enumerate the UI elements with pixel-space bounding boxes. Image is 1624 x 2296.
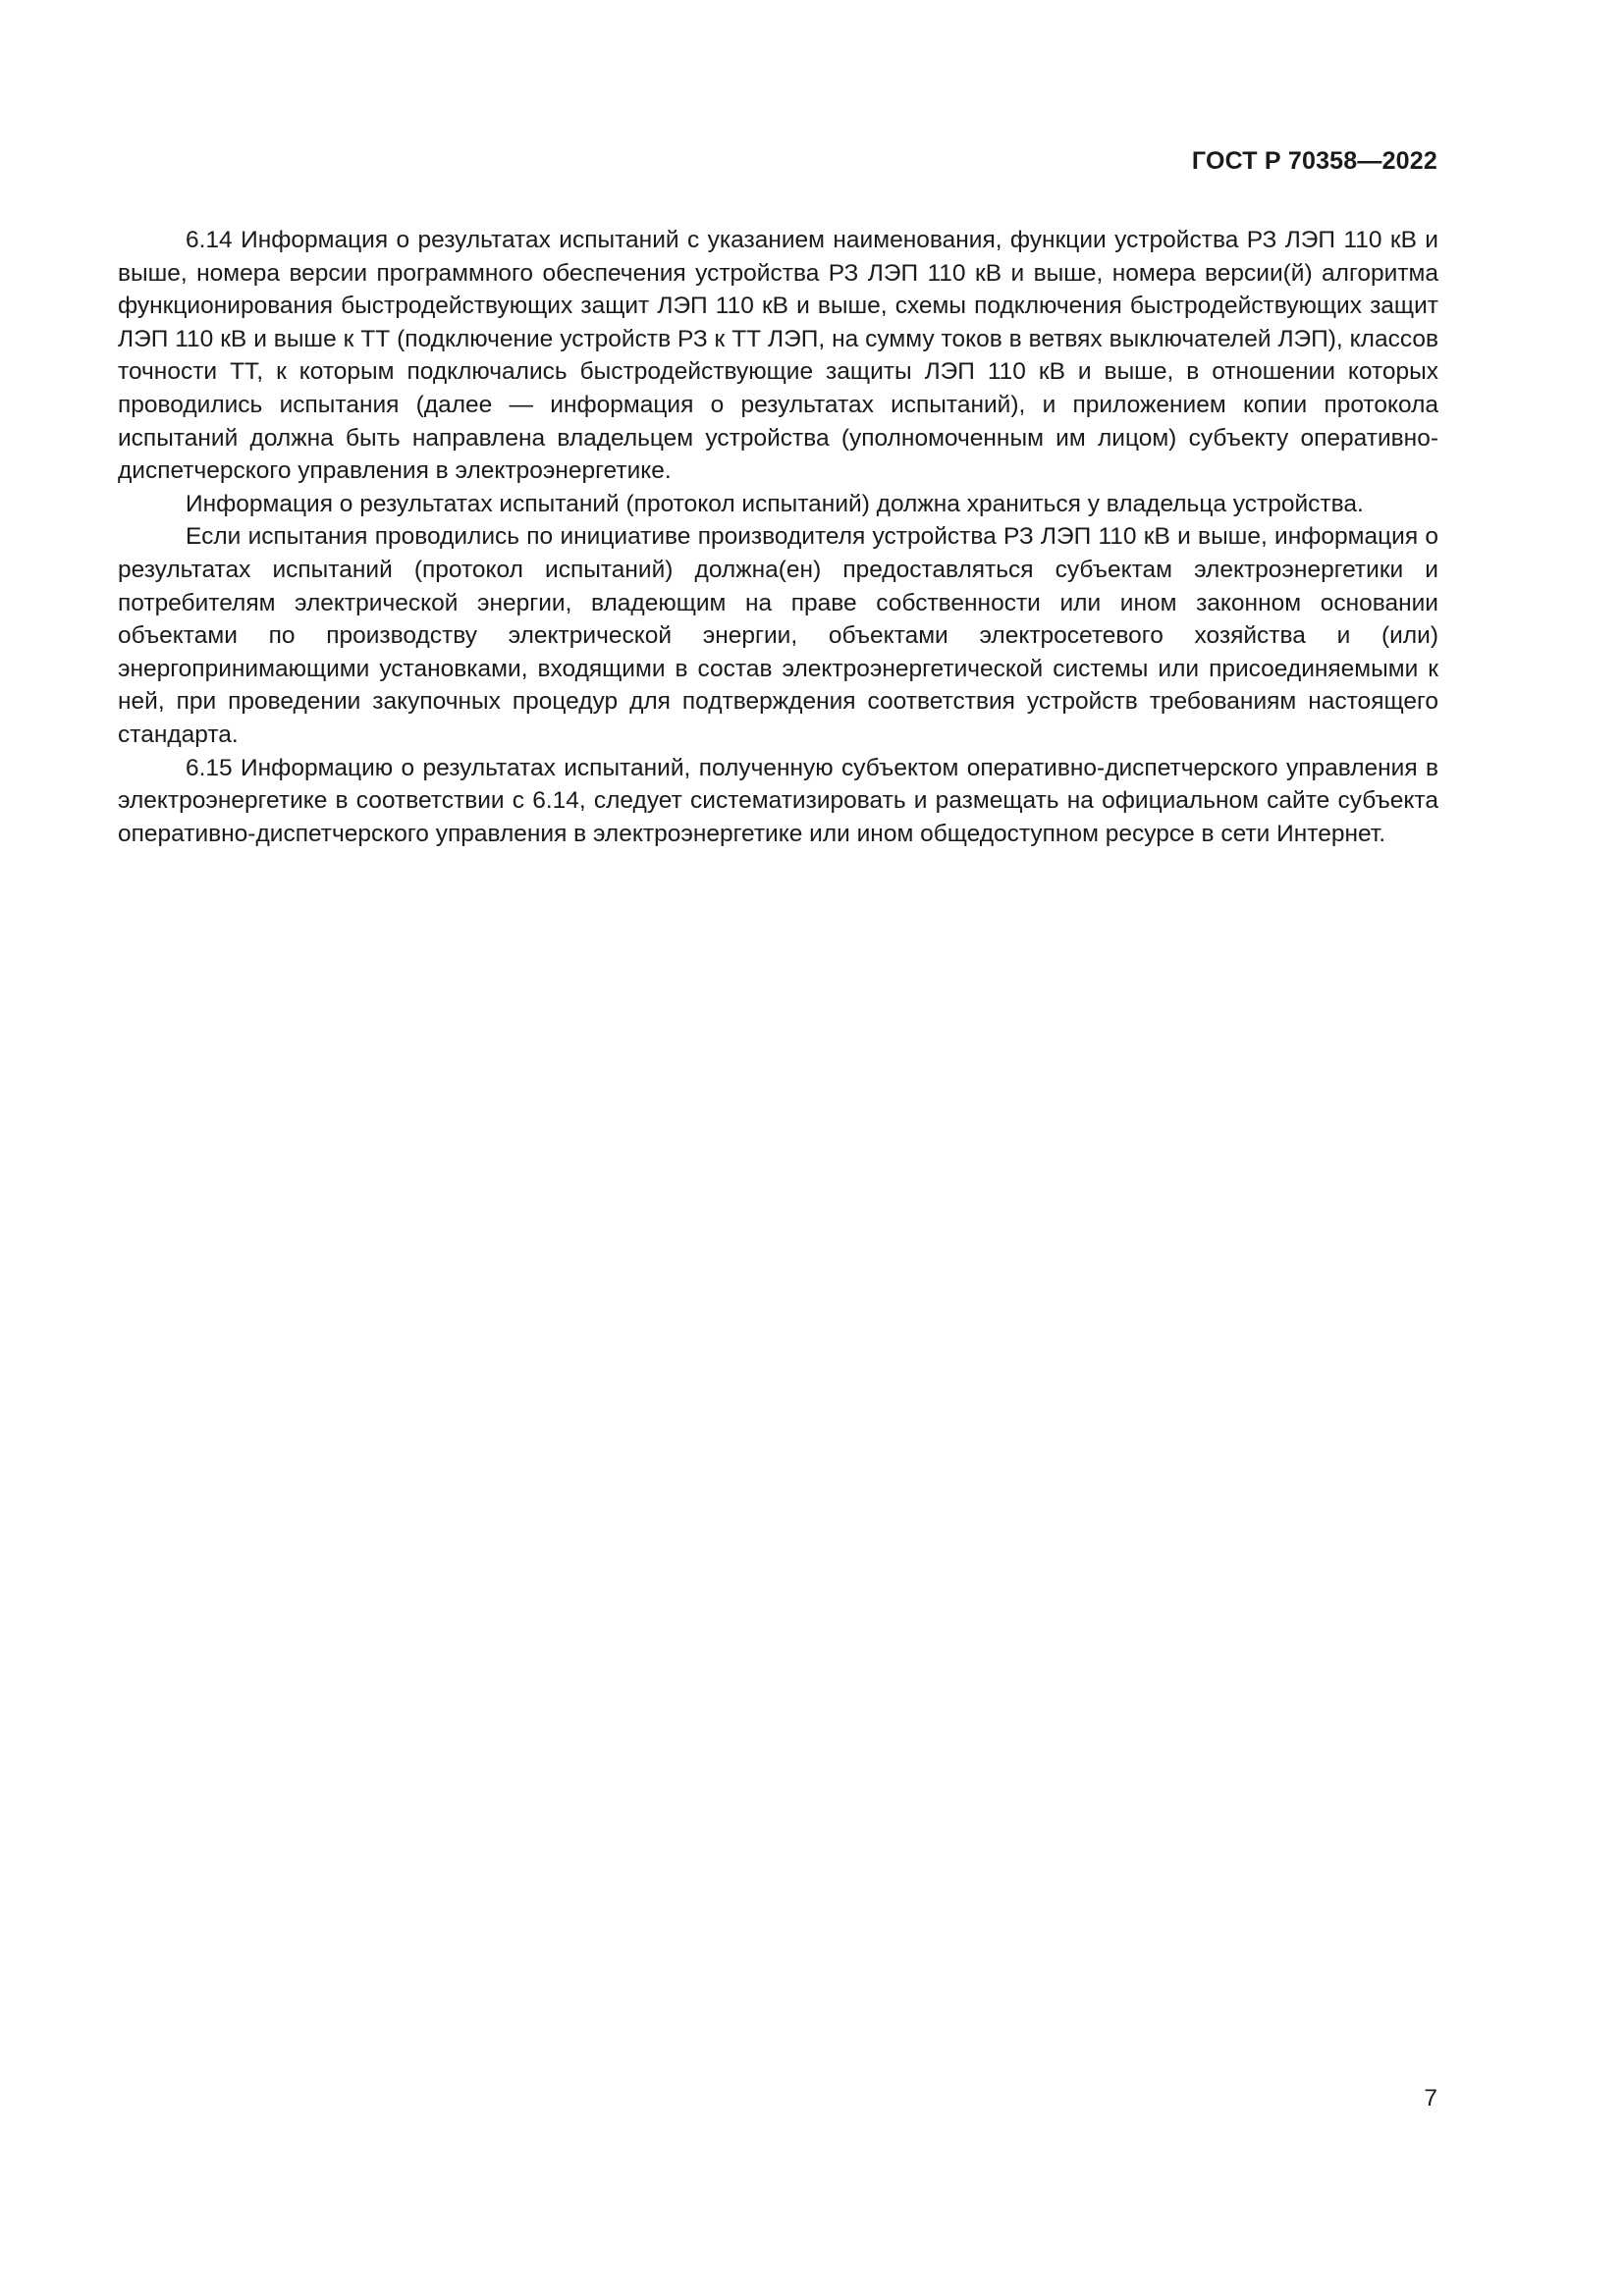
page-number: 7 [1424,2085,1437,2111]
standard-id-header: ГОСТ Р 70358—2022 [1191,147,1437,175]
paragraph-storage-note: Информация о результатах испытаний (протокол испытаний) должна храниться у владельца устройства. [186,490,1364,517]
paragraph-manufacturer-tests: Если испытания проводились по инициативе производителя устройства РЗ ЛЭП 110 кВ и выше, информация о результатах испытаний (протокол испытаний) должна(ен) предоставляться субъектам электроэнергетики и потребителям электрической энергии, владеющим на праве собственности или ином законном основании объектами по производству электрической энергии, объектами электросетевого хозяйства и (или) энергопринимающими установками, входящими в состав электроэнергетической системы или присоединяемыми к ней, при проведении закупочных процедур для подтверждения соответствия устройств требованиям настоящего стандарта. [118,523,1438,748]
document-body [118,224,1438,850]
paragraph-6-15: 6.15 Информацию о результатах испытаний, полученную субъектом оперативно-диспетчерского управления в электроэнергетике в соответствии с 6.14, следует систематизировать и размещать на официальном сайте субъекта оперативно-диспетчерского управления в электроэнергетике или ином общедоступном ресурсе в сети Интернет. [118,754,1438,847]
paragraph-6-14: 6.14 Информация о результатах испытаний с указанием наименования, функции устройства РЗ ЛЭП 110 кВ и выше, номера версии программного обеспечения устройства РЗ ЛЭП 110 кВ и выше, номера версии(й) алгоритма функционирования быстродействующих защит ЛЭП 110 кВ и выше, схемы подключения быстродействующих защит ЛЭП 110 кВ и выше к ТТ (подключение устройств РЗ к ТТ ЛЭП, на сумму токов в ветвях выключателей ЛЭП), классов точности ТТ, к которым подключались быстродействующие защиты ЛЭП 110 кВ и выше, в отношении которых проводились испытания (далее — информация о результатах испытаний), и приложением копии протокола испытаний должна быть направлена владельцем устройства (уполномоченным им лицом) субъекту оперативно-диспетчерского управления в электроэнергетике. [118,227,1438,485]
